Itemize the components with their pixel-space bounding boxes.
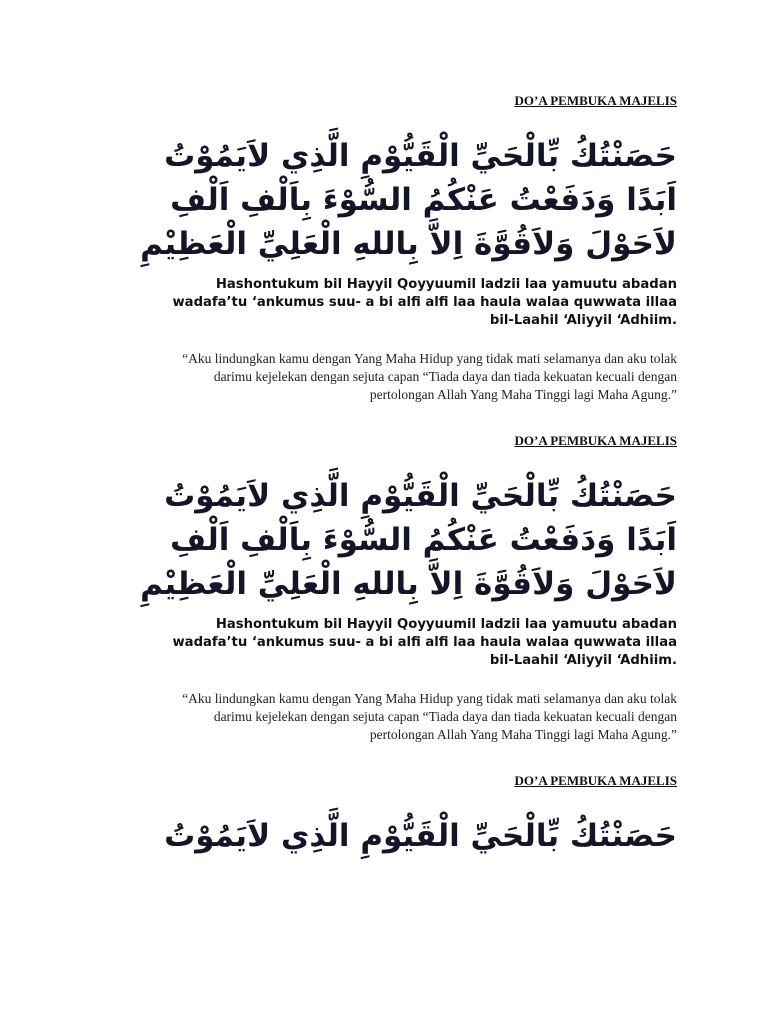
arabic-text	[77, 134, 677, 266]
translation-line: “Aku lindungkan kamu dengan Yang Maha Hidup yang tidak mati selamanya dan aku tolak	[182, 351, 677, 366]
translation-line: darimu kejelekan dengan sejuta capan “Tiada daya dan tiada kekuatan kecuali dengan	[213, 709, 677, 724]
transliteration-line: Hashontukum bil Hayyil Qoyyuumil ladzii laa yamuutu abadan	[215, 617, 677, 632]
arabic-line: لاَحَوْلَ وَلاَقُوَّةَ اِلاَّ بِاللهِ الْعَلِيِّ الْعَظِيْمِ	[140, 226, 677, 262]
transliteration	[97, 276, 677, 330]
section-heading: DO’A PEMBUKA MAJELIS	[514, 773, 677, 788]
arabic-line: اَبَدًا وَدَفَعْتُ عَنْكُمُ السُّوْءَ بِاَلْفِ اَلْفِ	[170, 182, 677, 218]
translation-line: darimu kejelekan dengan sejuta capan “Tiada daya dan tiada kekuatan kecuali dengan	[213, 369, 677, 384]
translation-line: pertolongan Allah Yang Maha Tinggi lagi Maha Agung.”	[369, 387, 677, 402]
section-heading: DO’A PEMBUKA MAJELIS	[514, 433, 677, 448]
arabic-line: لاَحَوْلَ وَلاَقُوَّةَ اِلاَّ بِاللهِ الْعَلِيِّ الْعَظِيْمِ	[140, 566, 677, 602]
translation-line: “Aku lindungkan kamu dengan Yang Maha Hidup yang tidak mati selamanya dan aku tolak	[182, 691, 677, 706]
transliteration-line: wadafa’tu ‘ankumus suu- a bi alfi alfi laa haula walaa quwwata illaa	[172, 295, 677, 310]
section-heading: DO’A PEMBUKA MAJELIS	[514, 93, 677, 108]
transliteration-line: Hashontukum bil Hayyil Qoyyuumil ladzii laa yamuutu abadan	[215, 277, 677, 292]
arabic-line: حَصَنْتُكُ بِّالْحَيِّ الْقَيُّوْمِ الَّذِي لاَيَمُوْتُ	[164, 478, 677, 514]
arabic-text	[77, 814, 677, 858]
arabic-line: حَصَنْتُكُ بِّالْحَيِّ الْقَيُّوْمِ الَّذِي لاَيَمُوْتُ	[164, 818, 677, 854]
translation	[97, 350, 677, 404]
arabic-text	[77, 474, 677, 606]
arabic-line: حَصَنْتُكُ بِّالْحَيِّ الْقَيُّوْمِ الَّذِي لاَيَمُوْتُ	[164, 138, 677, 174]
transliteration-line: wadafa’tu ‘ankumus suu- a bi alfi alfi laa haula walaa quwwata illaa	[172, 635, 677, 650]
translation	[97, 690, 677, 744]
transliteration-line: bil-Laahil ‘Aliyyil ‘Adhiim.	[489, 653, 677, 668]
translation-line: pertolongan Allah Yang Maha Tinggi lagi Maha Agung.”	[369, 727, 677, 742]
transliteration	[97, 616, 677, 670]
arabic-line: اَبَدًا وَدَفَعْتُ عَنْكُمُ السُّوْءَ بِاَلْفِ اَلْفِ	[170, 522, 677, 558]
transliteration-line: bil-Laahil ‘Aliyyil ‘Adhiim.	[489, 313, 677, 328]
